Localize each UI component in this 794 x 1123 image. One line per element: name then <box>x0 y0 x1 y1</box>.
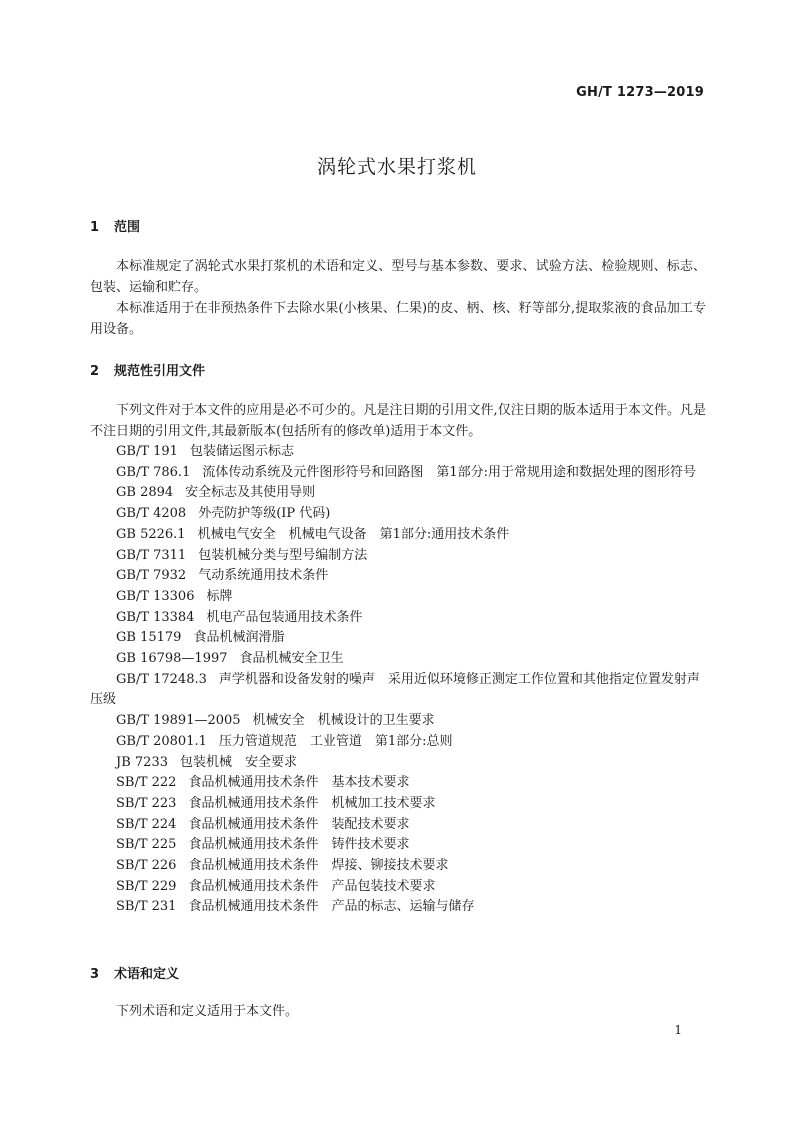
reference-item <box>90 649 706 670</box>
section-3-heading <box>90 963 179 982</box>
reference-code: SB/T 222 <box>116 775 177 791</box>
reference-code: GB/T 13384 <box>116 609 195 625</box>
section-title: 术语和定义 <box>114 967 180 982</box>
reference-title: 声学机器和设备发射的噪声 采用近似环境修正测定工作位置和其他指定位置发射声压级 <box>90 671 700 708</box>
reference-item <box>90 670 706 711</box>
reference-title: 外壳防护等级(IP 代码) <box>198 506 331 522</box>
reference-item <box>90 483 706 504</box>
reference-title: 安全标志及其使用导则 <box>185 485 316 501</box>
reference-item <box>90 628 706 649</box>
reference-code: GB/T 4208 <box>116 506 187 522</box>
reference-code: JB 7233 <box>116 754 168 770</box>
reference-title: 食品机械通用技术条件 产品包装技术要求 <box>188 878 436 894</box>
reference-code: SB/T 224 <box>116 816 177 832</box>
reference-code: GB 2894 <box>116 485 174 501</box>
section-number: 2 <box>90 364 100 379</box>
section-title: 规范性引用文件 <box>114 364 206 379</box>
reference-title: 包装储运图示标志 <box>189 444 294 459</box>
reference-code: SB/T 226 <box>116 858 177 874</box>
reference-code: GB/T 191 <box>116 444 178 459</box>
section-3-body <box>90 1001 706 1022</box>
reference-item <box>90 773 706 794</box>
page-number: 1 <box>674 1023 682 1037</box>
reference-item <box>90 504 706 525</box>
reference-title: 压力管道规范 工业管道 第1部分:总则 <box>218 733 453 749</box>
reference-item <box>90 442 706 463</box>
reference-code: GB 5226.1 <box>116 526 186 542</box>
reference-title: 机械电气安全 机械电气设备 第1部分:通用技术条件 <box>197 526 510 542</box>
reference-code: GB/T 13306 <box>116 588 195 604</box>
document-code: GH/T 1273—2019 <box>576 85 704 100</box>
reference-code: GB/T 7932 <box>116 568 187 584</box>
reference-item <box>90 794 706 815</box>
reference-code: GB 15179 <box>116 630 182 646</box>
reference-item <box>90 546 706 567</box>
reference-item <box>90 587 706 608</box>
reference-item <box>90 566 706 587</box>
reference-code: SB/T 231 <box>116 899 177 915</box>
section-1-body <box>90 256 706 340</box>
reference-code: GB/T 786.1 <box>116 464 191 480</box>
reference-title: 包装机械分类与型号编制方法 <box>198 547 368 563</box>
section-2-intro <box>90 400 706 442</box>
reference-item <box>90 877 706 898</box>
reference-item <box>90 463 706 484</box>
paragraph: 本标准规定了涡轮式水果打浆机的术语和定义、型号与基本参数、要求、试验方法、检验规则、标志、包装、运输和贮存。 <box>90 259 706 295</box>
reference-code: SB/T 225 <box>116 837 177 853</box>
paragraph: 下列术语和定义适用于本文件。 <box>116 1004 299 1019</box>
section-number: 3 <box>90 967 100 982</box>
reference-item <box>90 525 706 546</box>
reference-title: 流体传动系统及元件图形符号和回路图 第1部分:用于常规用途和数据处理的图形符号 <box>202 464 696 480</box>
reference-title: 食品机械通用技术条件 焊接、铆接技术要求 <box>188 858 449 874</box>
paragraph: 本标准适用于在非预热条件下去除水果(小核果、仁果)的皮、柄、核、籽等部分,提取浆液的食品加工专用设备。 <box>90 301 706 337</box>
section-number: 1 <box>90 220 100 235</box>
reference-code: SB/T 229 <box>116 878 177 894</box>
reference-code: GB/T 20801.1 <box>116 733 207 749</box>
reference-title: 食品机械通用技术条件 装配技术要求 <box>188 816 410 832</box>
reference-title: 食品机械通用技术条件 铸件技术要求 <box>188 837 410 853</box>
reference-code: SB/T 223 <box>116 795 177 811</box>
section-title: 范围 <box>114 220 141 235</box>
reference-title: 食品机械通用技术条件 产品的标志、运输与储存 <box>188 899 475 915</box>
paragraph: 下列文件对于本文件的应用是必不可少的。凡是注日期的引用文件,仅注日期的版本适用于本文件。凡是不注日期的引用文件,其最新版本(包括所有的修改单)适用于本文件。 <box>90 403 706 439</box>
reference-code: GB 16798—1997 <box>116 651 228 667</box>
reference-title: 食品机械润滑脂 <box>193 630 285 646</box>
reference-code: GB/T 7311 <box>116 547 187 563</box>
reference-title: 气动系统通用技术条件 <box>198 568 329 584</box>
section-1-heading <box>90 216 140 235</box>
reference-item <box>90 732 706 753</box>
reference-title: 食品机械通用技术条件 机械加工技术要求 <box>188 795 436 811</box>
document-title: 涡轮式水果打浆机 <box>316 156 477 178</box>
reference-title: 机电产品包装通用技术条件 <box>206 609 363 625</box>
reference-title: 食品机械通用技术条件 基本技术要求 <box>188 775 410 791</box>
reference-item <box>90 897 706 918</box>
reference-title: 机械安全 机械设计的卫生要求 <box>252 713 435 729</box>
section-2-heading <box>90 360 205 379</box>
reference-item <box>90 711 706 732</box>
reference-title: 标牌 <box>206 588 233 604</box>
reference-code: GB/T 17248.3 <box>116 671 207 687</box>
reference-item <box>90 835 706 856</box>
reference-title: 包装机械 安全要求 <box>179 754 297 770</box>
reference-list <box>90 442 706 918</box>
reference-title: 食品机械安全卫生 <box>239 651 344 667</box>
reference-item <box>90 815 706 836</box>
reference-code: GB/T 19891—2005 <box>116 713 241 729</box>
reference-item <box>90 753 706 774</box>
reference-item <box>90 856 706 877</box>
reference-item <box>90 608 706 629</box>
